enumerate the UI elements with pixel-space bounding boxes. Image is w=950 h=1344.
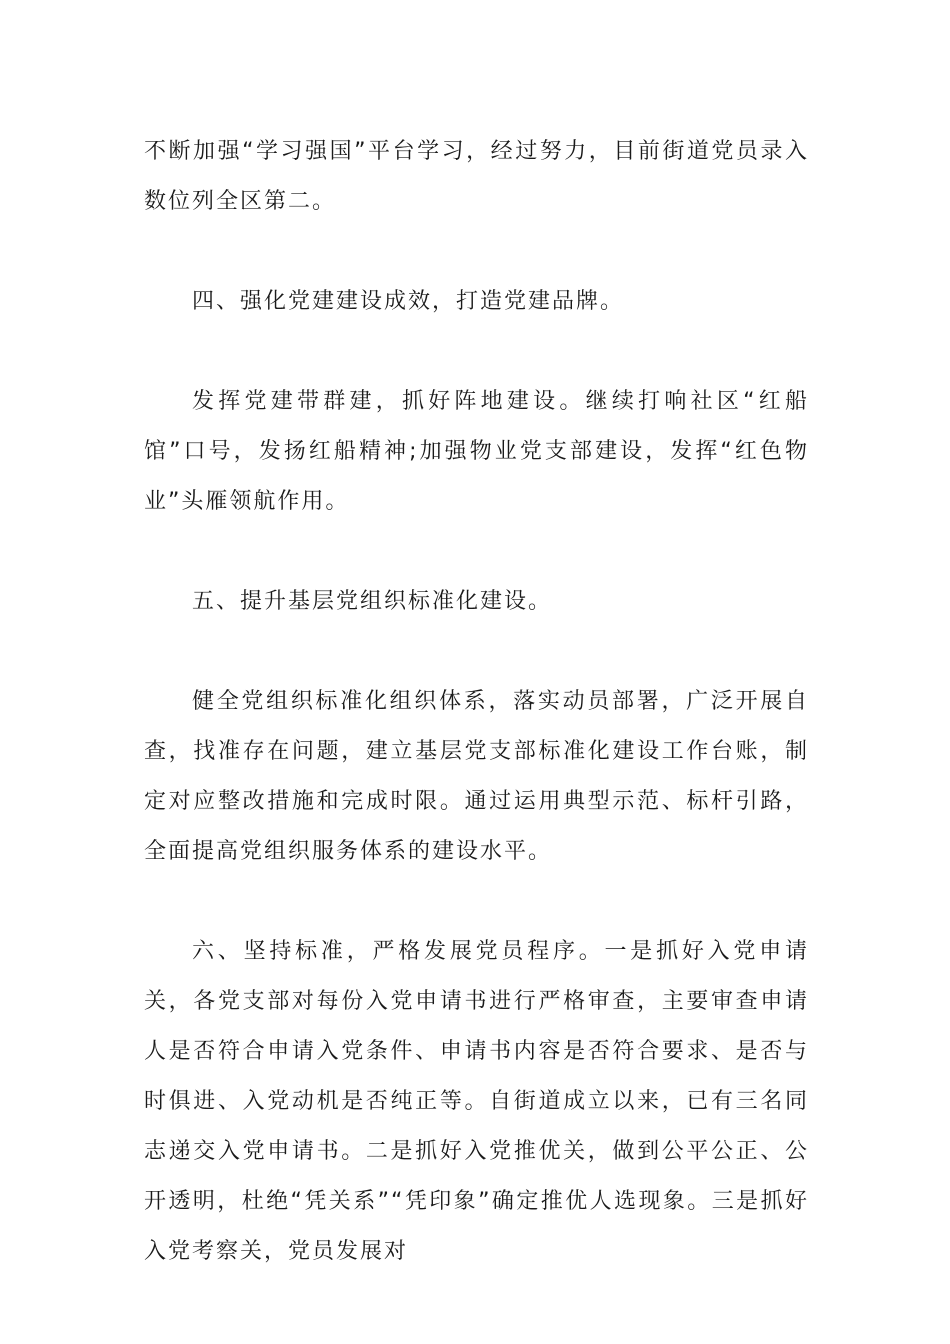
paragraph-standardization: 健全党组织标准化组织体系，落实动员部署，广泛开展自查，找准存在问题，建立基层党支部标准化建设工作台账，制定对应整改措施和完成时限。通过运用典型示范、标杆引路，全面提高党组织服务体系的建设水平。 [144,689,809,864]
paragraph-party-brand: 发挥党建带群建，抓好阵地建设。继续打响社区“红船馆”口号，发扬红船精神;加强物业党支部建设，发挥“红色物业”头雁领航作用。 [144,389,809,514]
document-body [144,127,809,1277]
paragraph-spacer [144,327,809,377]
paragraph-spacer [144,527,809,577]
section-heading-five: 五、提升基层党组织标准化建设。 [192,589,553,614]
paragraph-member-development: 六、坚持标准，严格发展党员程序。一是抓好入党申请关，各党支部对每份入党申请书进行严格审查，主要审查申请人是否符合申请入党条件、申请书内容是否符合要求、是否与时俱进、入党动机是否纯正等。自街道成立以来，已有三名同志递交入党申请书。二是抓好入党推优关，做到公平公正、公开透明，杜绝“凭关系”“凭印象”确定推优人选现象。三是抓好入党考察关，党员发展对 [144,939,809,1264]
paragraph-spacer [144,627,809,677]
paragraph-spacer [144,227,809,277]
section-heading-four: 四、强化党建建设成效，打造党建品牌。 [192,289,625,314]
paragraph-spacer [144,877,809,927]
paragraph-continuation: 不断加强“学习强国”平台学习，经过努力，目前街道党员录入数位列全区第二。 [144,139,809,214]
